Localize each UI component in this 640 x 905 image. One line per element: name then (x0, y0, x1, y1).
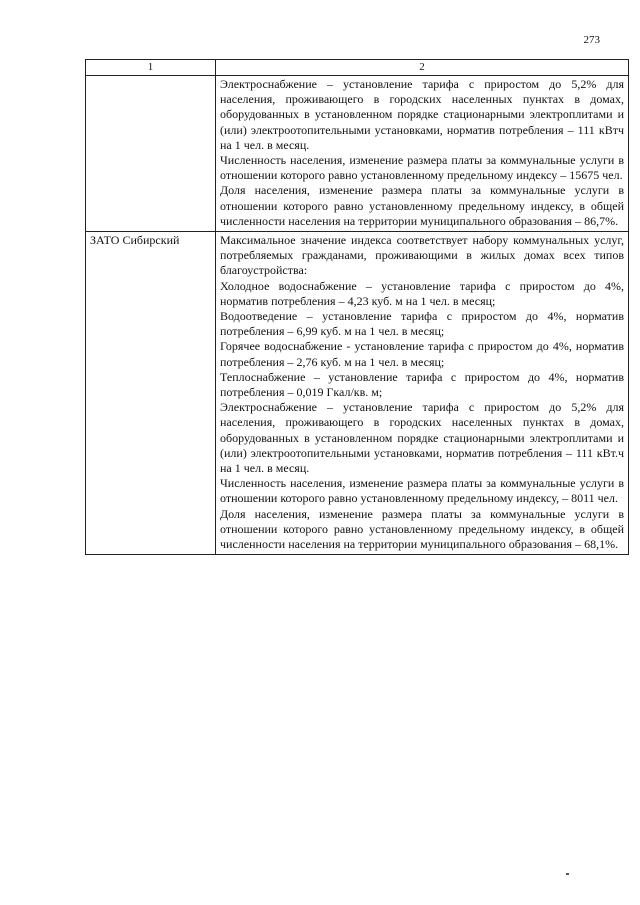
paragraph: Водоотведение – установление тарифа с приростом до 4%, норматив потребления – 6,99 куб. м на 1 чел. в месяц; (220, 309, 624, 339)
table-header-row (86, 60, 629, 76)
document-table (85, 59, 629, 555)
paragraph: Электроснабжение – установление тарифа с приростом до 5,2% для населения, проживающего в городских населенных пунктах в домах, оборудованных в установленном порядке стационарными электроплитами и (или) электроотопительными установками, норматив потребления – 111 кВтч на 1 чел. в месяц. (220, 77, 624, 152)
scan-speck (566, 873, 569, 875)
municipality-name: ЗАТО Сибирский (86, 232, 216, 555)
row-content (216, 76, 629, 232)
paragraph: Численность населения, изменение размера платы за коммунальные услуги в отношении которого равно установленному предельному индексу – 15675 чел. (220, 153, 624, 183)
paragraph: Доля населения, изменение размера платы за коммунальные услуги в отношении которого равно установленному предельному индексу, в общей численности населения на территории муниципального образования – 86,7%. (220, 183, 624, 228)
paragraph: Максимальное значение индекса соответствует набору коммунальных услуг, потребляемых гражданами, проживающими в жилых домах всех типов благоустройства: (220, 233, 624, 278)
table-row (86, 232, 629, 555)
table-row (86, 76, 629, 232)
paragraph: Численность населения, изменение размера платы за коммунальные услуги в отношении которого равно установленному предельному индексу, – 8011 чел. (220, 476, 624, 506)
row-content (216, 232, 629, 555)
page-number: 273 (583, 34, 600, 46)
paragraph: Горячее водоснабжение - установление тарифа с приростом до 4%, норматив потребления – 2,76 куб. м на 1 чел. в месяц; (220, 339, 624, 369)
paragraph: Электроснабжение – установление тарифа с приростом до 5,2% для населения, проживающего в городских населенных пунктах в домах, оборудованных в установленном порядке стационарными электроплитами и (или) электроотопительными установками, норматив потребления – 111 кВт.ч на 1 чел. в месяц. (220, 400, 624, 476)
column-header-2: 2 (216, 60, 629, 76)
municipality-name (86, 76, 216, 232)
column-header-1: 1 (86, 60, 216, 76)
paragraph: Теплоснабжение – установление тарифа с приростом до 4%, норматив потребления – 0,019 Гкал/кв. м; (220, 369, 624, 400)
paragraph: Холодное водоснабжение – установление тарифа с приростом до 4%, норматив потребления – 4,23 куб. м на 1 чел. в месяц; (220, 278, 624, 308)
paragraph: Доля населения, изменение размера платы за коммунальные услуги в отношении которого равно установленному предельному индексу, в общей численности населения на территории муниципального образования – 68,1%. (220, 506, 624, 552)
